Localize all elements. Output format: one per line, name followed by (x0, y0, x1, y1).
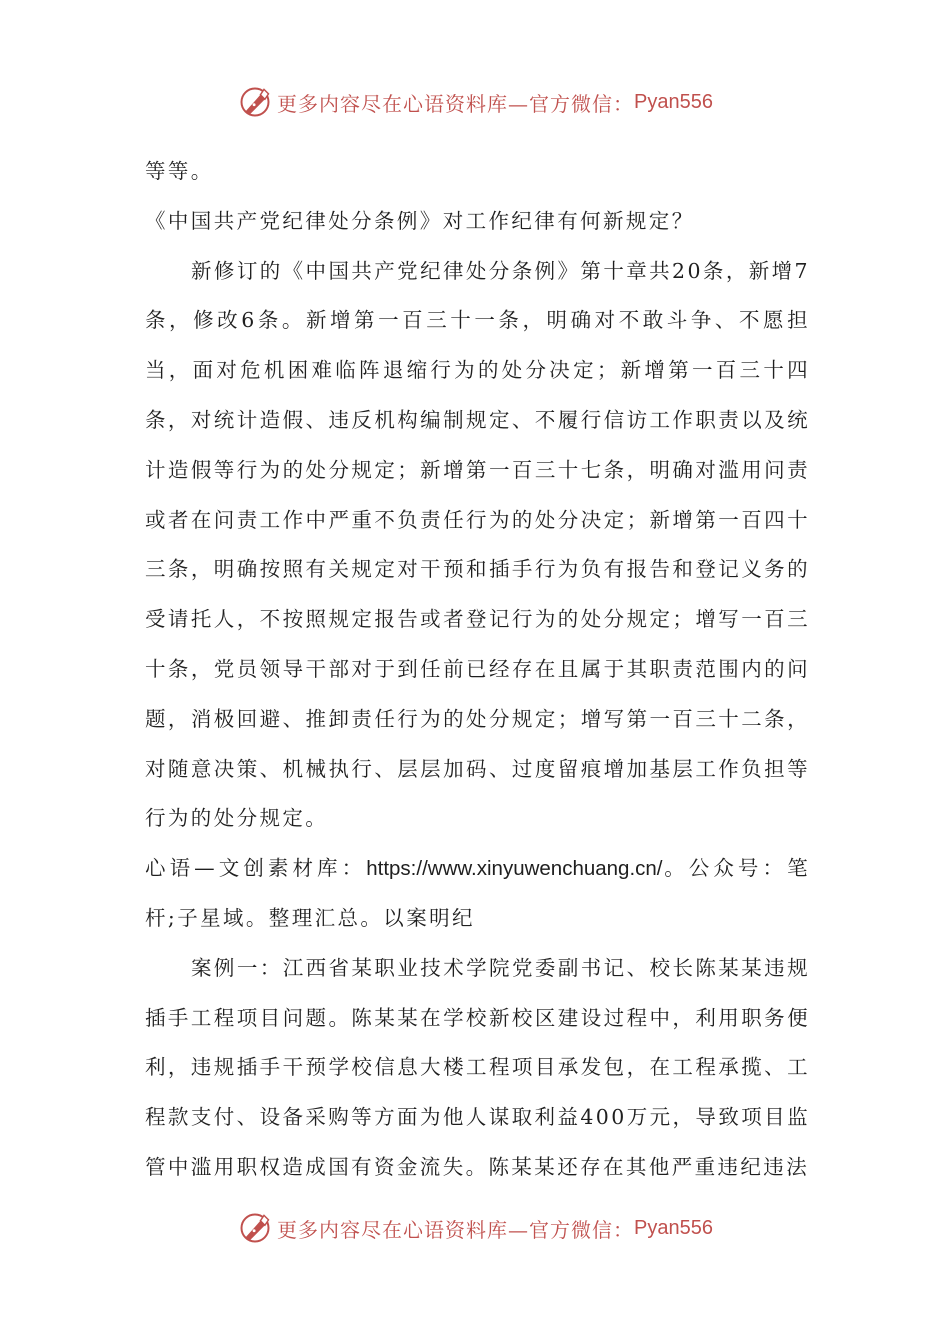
pen-nib-logo-icon (237, 1210, 273, 1246)
banner-text: 更多内容尽在心语资料库—官方微信： (277, 91, 635, 116)
pen-nib-logo-icon (237, 84, 273, 120)
source-url-link[interactable]: https://www.xinyuwenchuang.cn/ (366, 857, 663, 881)
header-watermark-banner (0, 82, 950, 122)
banner-wechat-id: Pyan556 (634, 90, 713, 113)
paragraph-case-one: 案例一：江西省某职业技术学院党委副书记、校长陈某某违规插手工程项目问题。陈某某在学校新校区建设过程中，利用职务便利，违规插手干预学校信息大楼工程项目承发包，在工程承揽、工程款支付、设备采购等方面为他人谋取利益400万元，导致项目监管中滥用职权造成国有资金流失。陈某某还存在其他严重违纪违法 (145, 955, 810, 1179)
banner-text: 更多内容尽在心语资料库—官方微信： (277, 1217, 635, 1242)
paragraph-continuation: 等等。 (145, 159, 214, 183)
banner-wechat-id: Pyan556 (634, 1216, 713, 1239)
paragraph-source-note (145, 844, 810, 944)
footer-watermark-banner (0, 1208, 950, 1248)
paragraph-new-rules: 新修订的《中国共产党纪律处分条例》第十章共20条，新增7条，修改6条。新增第一百三十一条，明确对不敢斗争、不愿担当，面对危机困难临阵退缩行为的处分决定；新增第一百三十四条，对统计造假、违反机构编制规定、不履行信访工作职责以及统计造假等行为的处分规定；新增第一百三十七条，明确对滥用问责或者在问责工作中严重不负责任行为的处分决定；新增第一百四十三条，明确按照有关规定对干预和插手行为负有报告和登记义务的受请托人，不按照规定报告或者登记行为的处分规定；增写一百三十条，党员领导干部对于到任前已经存在且属于其职责范围内的问题，消极回避、推卸责任行为的处分规定；增写第一百三十二条，对随意决策、机械执行、层层加码、过度留痕增加基层工作负担等行为的处分规定。 (145, 258, 810, 831)
source-note-prefix: 心语—文创素材库： (145, 856, 367, 881)
document-body (145, 147, 810, 1193)
source-note-suffix: 。公众号：笔杆;子星域。整理汇总。以案明纪 (145, 856, 810, 930)
section-question-heading: 《中国共产党纪律处分条例》对工作纪律有何新规定？ (145, 208, 695, 233)
